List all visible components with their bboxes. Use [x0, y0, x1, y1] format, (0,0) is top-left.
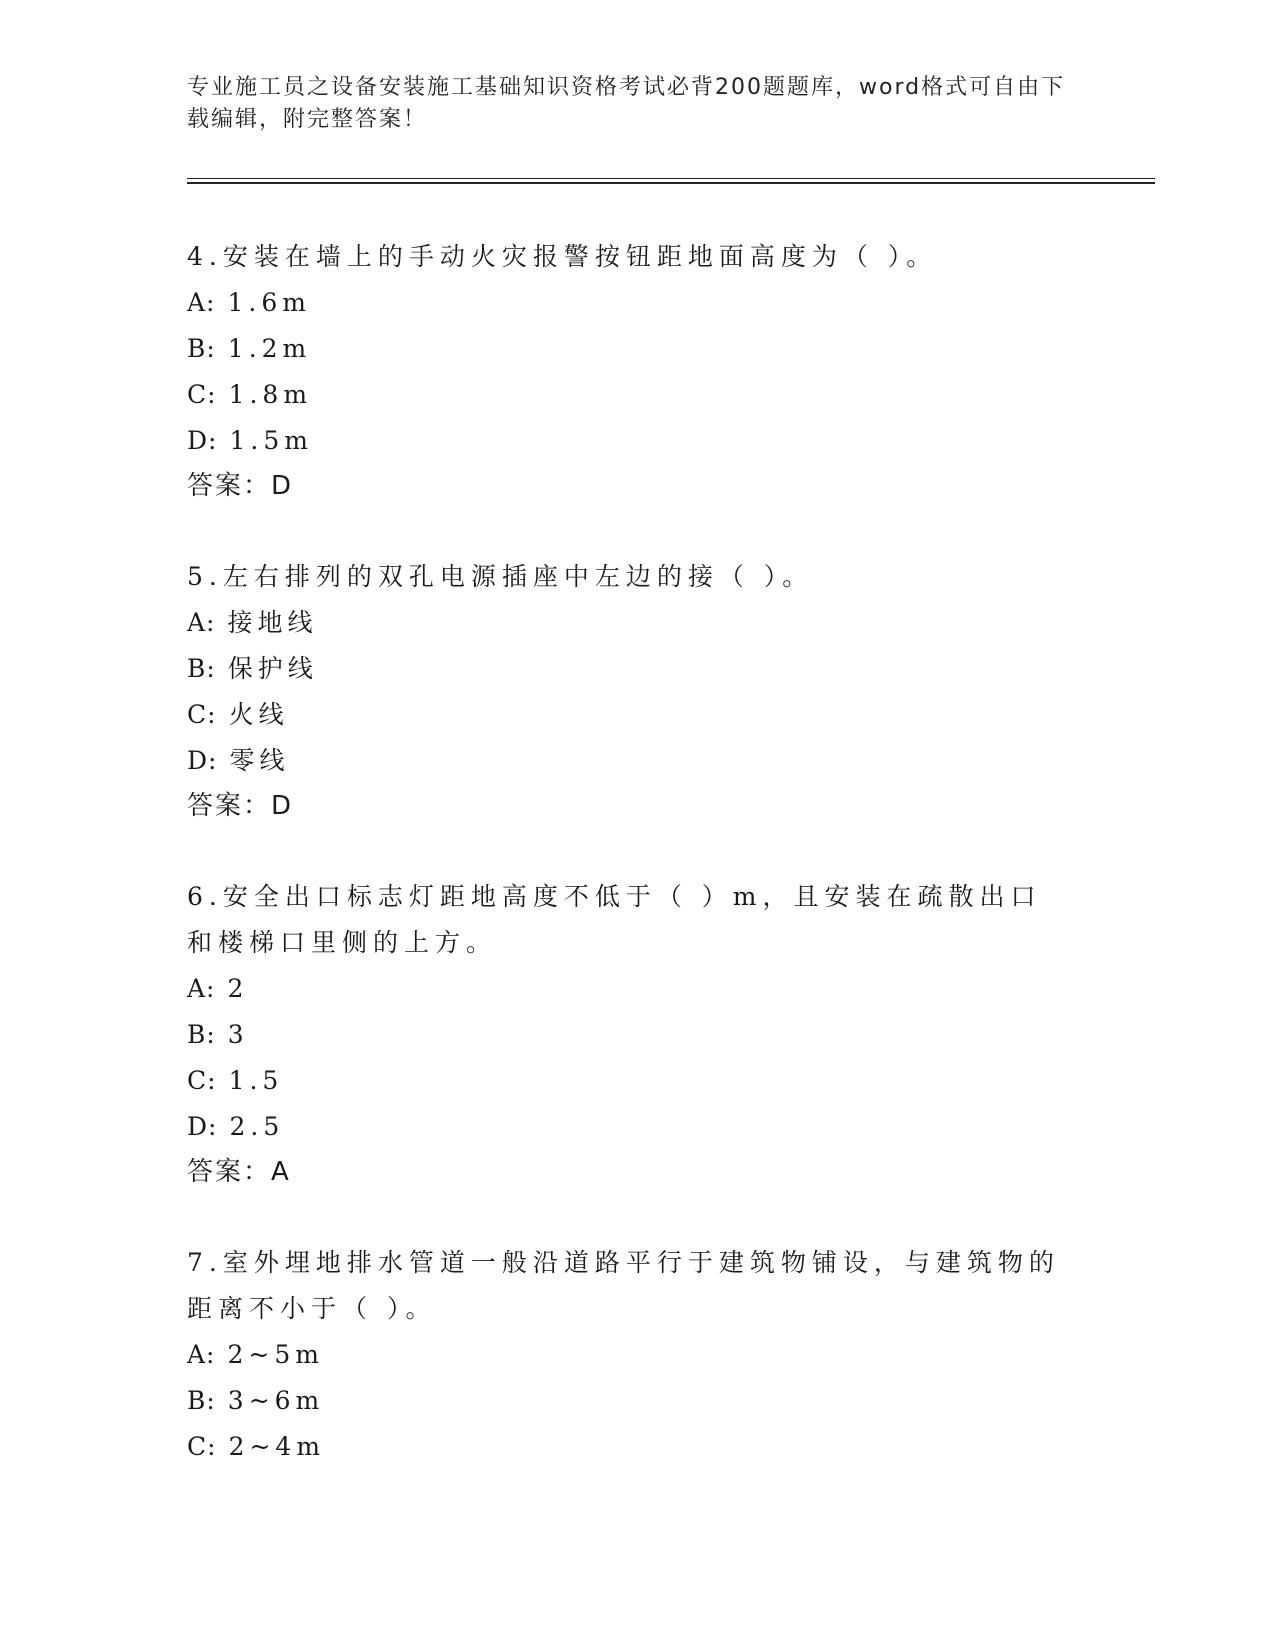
- header-title: 专业施工员之设备安装施工基础知识资格考试必背200题题库，word格式可自由下载编辑，附完整答案！: [187, 75, 1066, 132]
- option-key: C:: [187, 1066, 217, 1095]
- option-text: 1.6m: [227, 288, 311, 317]
- question-stem: 7.室外埋地排水管道一般沿道路平行于建筑物铺设，与建筑物的距离不小于（ ）。: [187, 1248, 1060, 1323]
- header-divider-thin: [187, 178, 1155, 179]
- option-text: 3: [227, 1020, 249, 1049]
- option-key: A:: [187, 974, 216, 1003]
- question-stem: 6.安全出口标志灯距地高度不低于（ ）m，且安装在疏散出口和楼梯口里侧的上方。: [187, 882, 1042, 957]
- option-text: 1.2m: [227, 334, 312, 363]
- option-key: B:: [187, 654, 216, 683]
- question-6: [187, 874, 1067, 1194]
- option-c: [187, 692, 1067, 738]
- option-text: 2.5: [229, 1112, 285, 1141]
- answer-label: 答案：D: [187, 471, 294, 501]
- option-d: [187, 418, 1067, 464]
- header-divider-thick: [187, 182, 1155, 184]
- option-key: A:: [187, 1340, 216, 1369]
- question-7: [187, 1240, 1067, 1470]
- option-text: 保护线: [227, 654, 318, 683]
- option-text: 1.5: [228, 1066, 284, 1095]
- option-key: D:: [187, 426, 218, 455]
- option-text: 2: [227, 974, 249, 1003]
- answer-label: 答案：A: [187, 1157, 291, 1187]
- option-c: [187, 1058, 1067, 1104]
- option-a: [187, 966, 1067, 1012]
- option-text: 2~5m: [227, 1340, 324, 1369]
- option-key: D:: [187, 746, 218, 775]
- option-key: A:: [187, 608, 216, 637]
- option-text: 2~4m: [228, 1432, 326, 1461]
- option-a: [187, 1332, 1067, 1378]
- option-b: [187, 1378, 1067, 1424]
- option-text: 1.5m: [229, 426, 313, 455]
- option-text: 1.8m: [228, 380, 313, 409]
- option-key: D:: [187, 1112, 218, 1141]
- option-a: [187, 600, 1067, 646]
- option-text: 3~6m: [227, 1386, 325, 1415]
- option-d: [187, 738, 1067, 784]
- option-c: [187, 1424, 1067, 1470]
- question-stem: 4.安装在墙上的手动火灾报警按钮距地面高度为（ ）。: [187, 242, 938, 271]
- option-key: C:: [187, 700, 217, 729]
- option-b: [187, 326, 1067, 372]
- option-key: B:: [187, 1020, 216, 1049]
- option-key: C:: [187, 1432, 217, 1461]
- question-4: [187, 234, 1067, 508]
- question-5: [187, 554, 1067, 828]
- question-list: [187, 234, 1067, 1516]
- document-header: [187, 72, 1067, 136]
- option-key: C:: [187, 380, 217, 409]
- option-b: [187, 646, 1067, 692]
- option-d: [187, 1104, 1067, 1150]
- answer-label: 答案：D: [187, 791, 294, 821]
- option-b: [187, 1012, 1067, 1058]
- option-text: 接地线: [227, 608, 318, 637]
- option-key: B:: [187, 334, 216, 363]
- option-text: 火线: [228, 700, 289, 729]
- option-c: [187, 372, 1067, 418]
- option-text: 零线: [229, 746, 290, 775]
- option-key: A:: [187, 288, 216, 317]
- question-stem: 5.左右排列的双孔电源插座中左边的接（ ）。: [187, 562, 814, 591]
- option-a: [187, 280, 1067, 326]
- option-key: B:: [187, 1386, 216, 1415]
